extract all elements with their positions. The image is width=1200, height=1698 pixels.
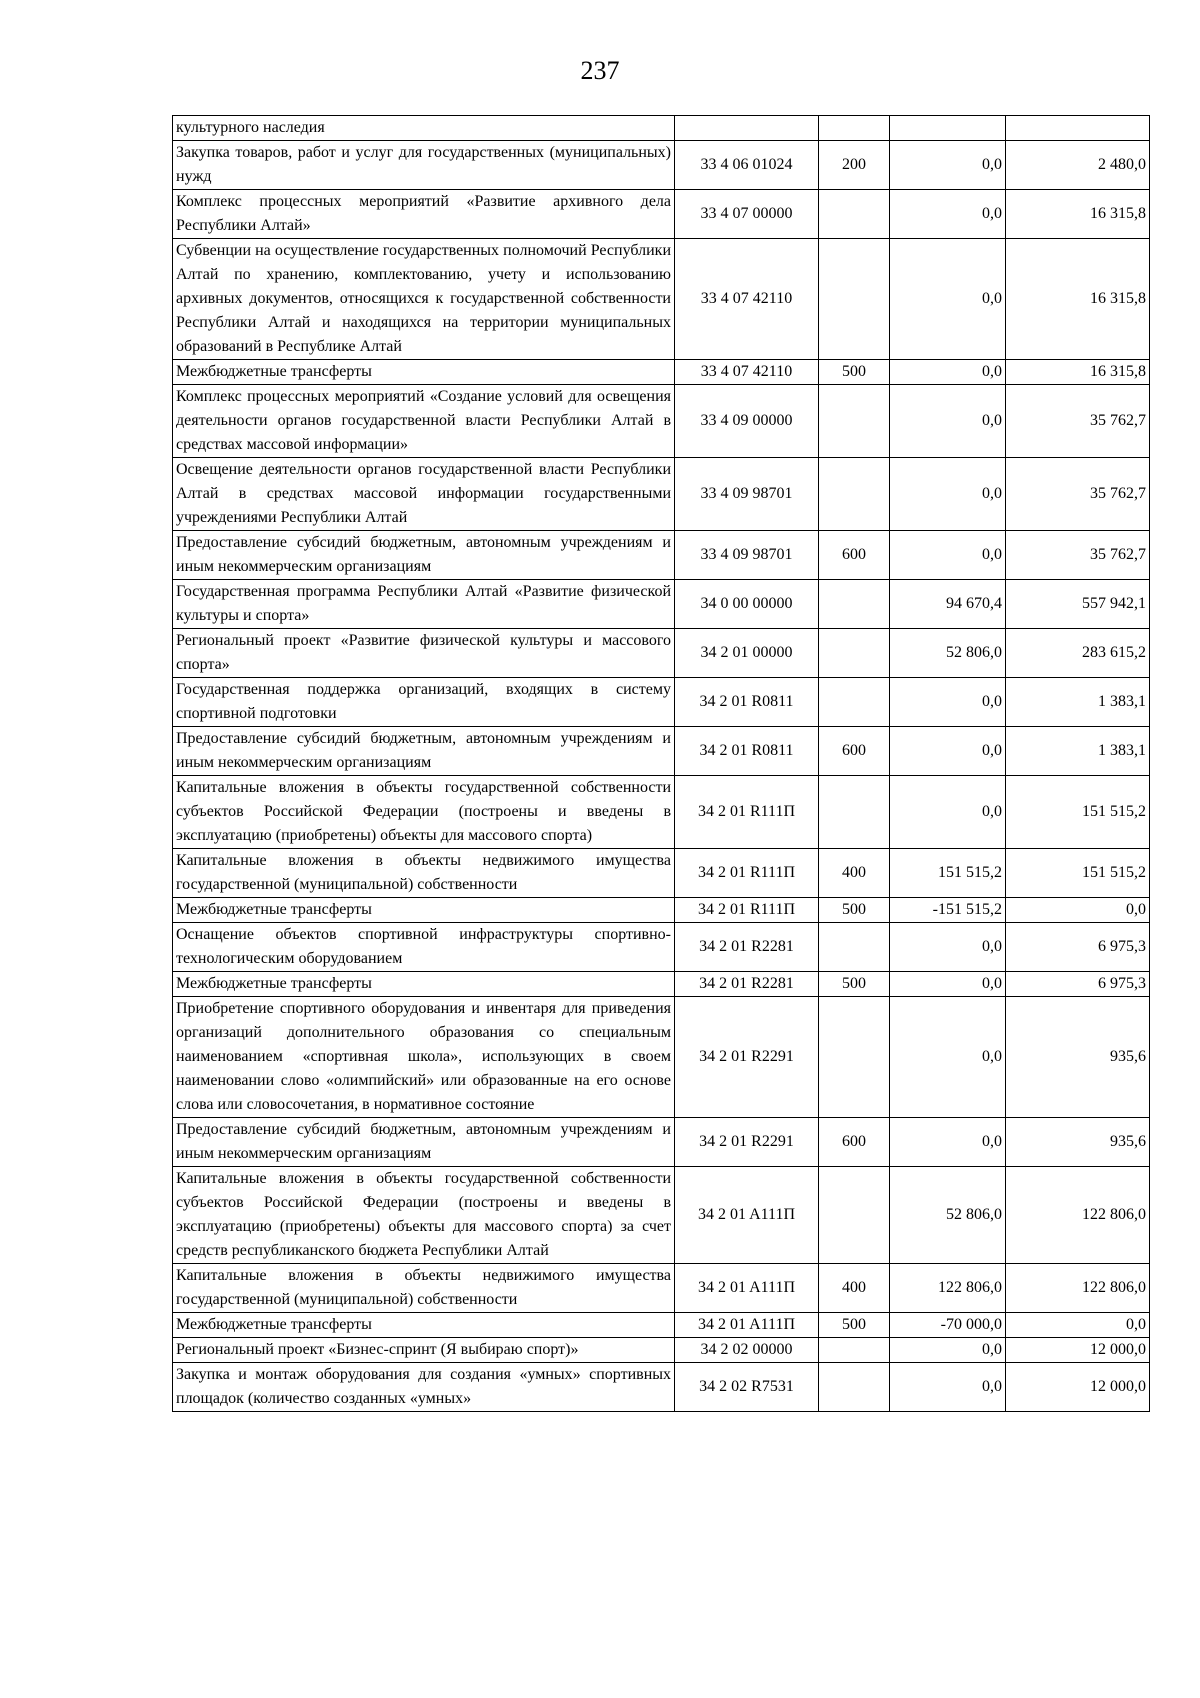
amount-total-cell: 151 515,2 [1006,849,1150,898]
amount-change-cell: 0,0 [890,141,1006,190]
table-row [173,116,1150,141]
table-row [173,727,1150,776]
amount-total-cell: 935,6 [1006,1118,1150,1167]
expense-type-cell: 600 [819,531,890,580]
expense-type-cell [819,678,890,727]
amount-change-cell: 0,0 [890,531,1006,580]
row-name-cell: Государственная программа Республики Алтай «Развитие физической культуры и спорта» [173,580,675,629]
expense-type-cell [819,923,890,972]
amount-change-cell: 0,0 [890,1118,1006,1167]
amount-change-cell: 0,0 [890,458,1006,531]
row-name-cell: Предоставление субсидий бюджетным, автономным учреждениям и иным некоммерческим организациям [173,531,675,580]
table-row [173,1313,1150,1338]
table-row [173,923,1150,972]
target-code-cell: 33 4 07 42110 [675,239,819,360]
amount-total-cell: 122 806,0 [1006,1264,1150,1313]
target-code-cell: 34 2 01 R2291 [675,1118,819,1167]
amount-change-cell: 94 670,4 [890,580,1006,629]
expense-type-cell [819,458,890,531]
table-row [173,678,1150,727]
amount-total-cell: 6 975,3 [1006,972,1150,997]
row-name-cell: Закупка и монтаж оборудования для создания «умных» спортивных площадок (количество созданных «умных» [173,1363,675,1412]
amount-change-cell: -151 515,2 [890,898,1006,923]
budget-table [172,115,1150,1412]
expense-type-cell: 500 [819,360,890,385]
table-row [173,1118,1150,1167]
table-row [173,141,1150,190]
amount-total-cell: 935,6 [1006,997,1150,1118]
expense-type-cell [819,1363,890,1412]
row-name-cell: Капитальные вложения в объекты государственной собственности субъектов Российской Федерации (построены и введены в эксплуатацию (приобретены) объекты для массового спорта) [173,776,675,849]
amount-total-cell: 35 762,7 [1006,385,1150,458]
table-row [173,1363,1150,1412]
amount-total-cell: 557 942,1 [1006,580,1150,629]
amount-total-cell: 16 315,8 [1006,190,1150,239]
target-code-cell: 34 2 01 R2281 [675,972,819,997]
expense-type-cell [819,997,890,1118]
expense-type-cell: 500 [819,898,890,923]
table-row [173,190,1150,239]
amount-total-cell: 16 315,8 [1006,239,1150,360]
target-code-cell: 33 4 07 00000 [675,190,819,239]
row-name-cell: Региональный проект «Развитие физической культуры и массового спорта» [173,629,675,678]
table-row [173,776,1150,849]
amount-total-cell: 16 315,8 [1006,360,1150,385]
target-code-cell: 34 2 01 A111П [675,1313,819,1338]
row-name-cell: Межбюджетные трансферты [173,360,675,385]
amount-total-cell: 1 383,1 [1006,727,1150,776]
amount-total-cell [1006,116,1150,141]
expense-type-cell: 600 [819,727,890,776]
table-row [173,898,1150,923]
amount-total-cell: 2 480,0 [1006,141,1150,190]
expense-type-cell: 400 [819,849,890,898]
table-row [173,1264,1150,1313]
target-code-cell: 34 2 02 R7531 [675,1363,819,1412]
row-name-cell: Предоставление субсидий бюджетным, автономным учреждениям и иным некоммерческим организациям [173,1118,675,1167]
table-row [173,1338,1150,1363]
row-name-cell: Капитальные вложения в объекты недвижимого имущества государственной (муниципальной) собственности [173,1264,675,1313]
amount-change-cell: -70 000,0 [890,1313,1006,1338]
row-name-cell: Межбюджетные трансферты [173,898,675,923]
target-code-cell: 33 4 09 98701 [675,531,819,580]
expense-type-cell [819,190,890,239]
expense-type-cell [819,629,890,678]
amount-total-cell: 35 762,7 [1006,458,1150,531]
row-name-cell: Субвенции на осуществление государственных полномочий Республики Алтай по хранению, комплектованию, учету и использованию архивных документов, относящихся к государственной собственности Республики Алтай и находящихся на территории муниципальных образований в Республике Алтай [173,239,675,360]
amount-change-cell: 151 515,2 [890,849,1006,898]
table-row [173,849,1150,898]
target-code-cell: 34 2 01 00000 [675,629,819,678]
amount-change-cell [890,116,1006,141]
amount-total-cell: 12 000,0 [1006,1338,1150,1363]
target-code-cell: 33 4 06 01024 [675,141,819,190]
target-code-cell: 33 4 07 42110 [675,360,819,385]
target-code-cell: 34 2 01 A111П [675,1264,819,1313]
expense-type-cell [819,385,890,458]
row-name-cell: Государственная поддержка организаций, входящих в систему спортивной подготовки [173,678,675,727]
table-row [173,458,1150,531]
table-row [173,580,1150,629]
amount-change-cell: 0,0 [890,360,1006,385]
amount-total-cell: 151 515,2 [1006,776,1150,849]
amount-total-cell: 0,0 [1006,898,1150,923]
amount-change-cell: 0,0 [890,239,1006,360]
row-name-cell: Освещение деятельности органов государственной власти Республики Алтай в средствах массовой информации государственными учреждениями Республики Алтай [173,458,675,531]
budget-table-body [173,116,1150,1412]
amount-total-cell: 0,0 [1006,1313,1150,1338]
expense-type-cell: 200 [819,141,890,190]
table-row [173,1167,1150,1264]
table-row [173,997,1150,1118]
expense-type-cell [819,1167,890,1264]
amount-change-cell: 0,0 [890,1338,1006,1363]
target-code-cell: 34 2 01 R2281 [675,923,819,972]
amount-change-cell: 0,0 [890,190,1006,239]
target-code-cell: 34 2 02 00000 [675,1338,819,1363]
page-number: 237 [580,56,620,85]
expense-type-cell [819,239,890,360]
amount-change-cell: 0,0 [890,1363,1006,1412]
amount-change-cell: 0,0 [890,385,1006,458]
table-row [173,385,1150,458]
target-code-cell: 34 2 01 R111П [675,776,819,849]
amount-change-cell: 0,0 [890,972,1006,997]
table-row [173,972,1150,997]
target-code-cell: 33 4 09 98701 [675,458,819,531]
target-code-cell: 34 2 01 R0811 [675,678,819,727]
amount-change-cell: 0,0 [890,997,1006,1118]
table-row [173,629,1150,678]
table-row [173,531,1150,580]
expense-type-cell [819,1338,890,1363]
target-code-cell: 34 0 00 00000 [675,580,819,629]
expense-type-cell: 500 [819,972,890,997]
target-code-cell: 34 2 01 R111П [675,849,819,898]
target-code-cell: 34 2 01 R0811 [675,727,819,776]
row-name-cell: Капитальные вложения в объекты недвижимого имущества государственной (муниципальной) собственности [173,849,675,898]
amount-change-cell: 52 806,0 [890,629,1006,678]
target-code-cell: 34 2 01 A111П [675,1167,819,1264]
amount-total-cell: 1 383,1 [1006,678,1150,727]
row-name-cell: Капитальные вложения в объекты государственной собственности субъектов Российской Федерации (построены и введены в эксплуатацию (приобретены) объекты для массового спорта) за счет средств республиканского бюджета Республики Алтай [173,1167,675,1264]
row-name-cell: культурного наследия [173,116,675,141]
amount-change-cell: 0,0 [890,776,1006,849]
row-name-cell: Межбюджетные трансферты [173,1313,675,1338]
expense-type-cell [819,580,890,629]
amount-total-cell: 35 762,7 [1006,531,1150,580]
table-row [173,360,1150,385]
row-name-cell: Комплекс процессных мероприятий «Развитие архивного дела Республики Алтай» [173,190,675,239]
table-row [173,239,1150,360]
row-name-cell: Приобретение спортивного оборудования и инвентаря для приведения организаций дополнительного образования со специальным наименованием «спортивная школа», использующих в своем наименовании слово «олимпийский» или образованные на его основе слова или словосочетания, в нормативное состояние [173,997,675,1118]
target-code-cell: 34 2 01 R2291 [675,997,819,1118]
row-name-cell: Межбюджетные трансферты [173,972,675,997]
amount-total-cell: 12 000,0 [1006,1363,1150,1412]
amount-change-cell: 0,0 [890,923,1006,972]
target-code-cell: 33 4 09 00000 [675,385,819,458]
expense-type-cell: 500 [819,1313,890,1338]
row-name-cell: Комплекс процессных мероприятий «Создание условий для освещения деятельности органов государственной власти Республики Алтай в средствах массовой информации» [173,385,675,458]
row-name-cell: Региональный проект «Бизнес-спринт (Я выбираю спорт)» [173,1338,675,1363]
amount-change-cell: 122 806,0 [890,1264,1006,1313]
amount-total-cell: 6 975,3 [1006,923,1150,972]
amount-total-cell: 122 806,0 [1006,1167,1150,1264]
expense-type-cell [819,116,890,141]
amount-total-cell: 283 615,2 [1006,629,1150,678]
expense-type-cell: 600 [819,1118,890,1167]
amount-change-cell: 0,0 [890,678,1006,727]
row-name-cell: Оснащение объектов спортивной инфраструктуры спортивно-технологическим оборудованием [173,923,675,972]
expense-type-cell [819,776,890,849]
row-name-cell: Предоставление субсидий бюджетным, автономным учреждениям и иным некоммерческим организациям [173,727,675,776]
target-code-cell [675,116,819,141]
target-code-cell: 34 2 01 R111П [675,898,819,923]
amount-change-cell: 52 806,0 [890,1167,1006,1264]
expense-type-cell: 400 [819,1264,890,1313]
row-name-cell: Закупка товаров, работ и услуг для государственных (муниципальных) нужд [173,141,675,190]
amount-change-cell: 0,0 [890,727,1006,776]
